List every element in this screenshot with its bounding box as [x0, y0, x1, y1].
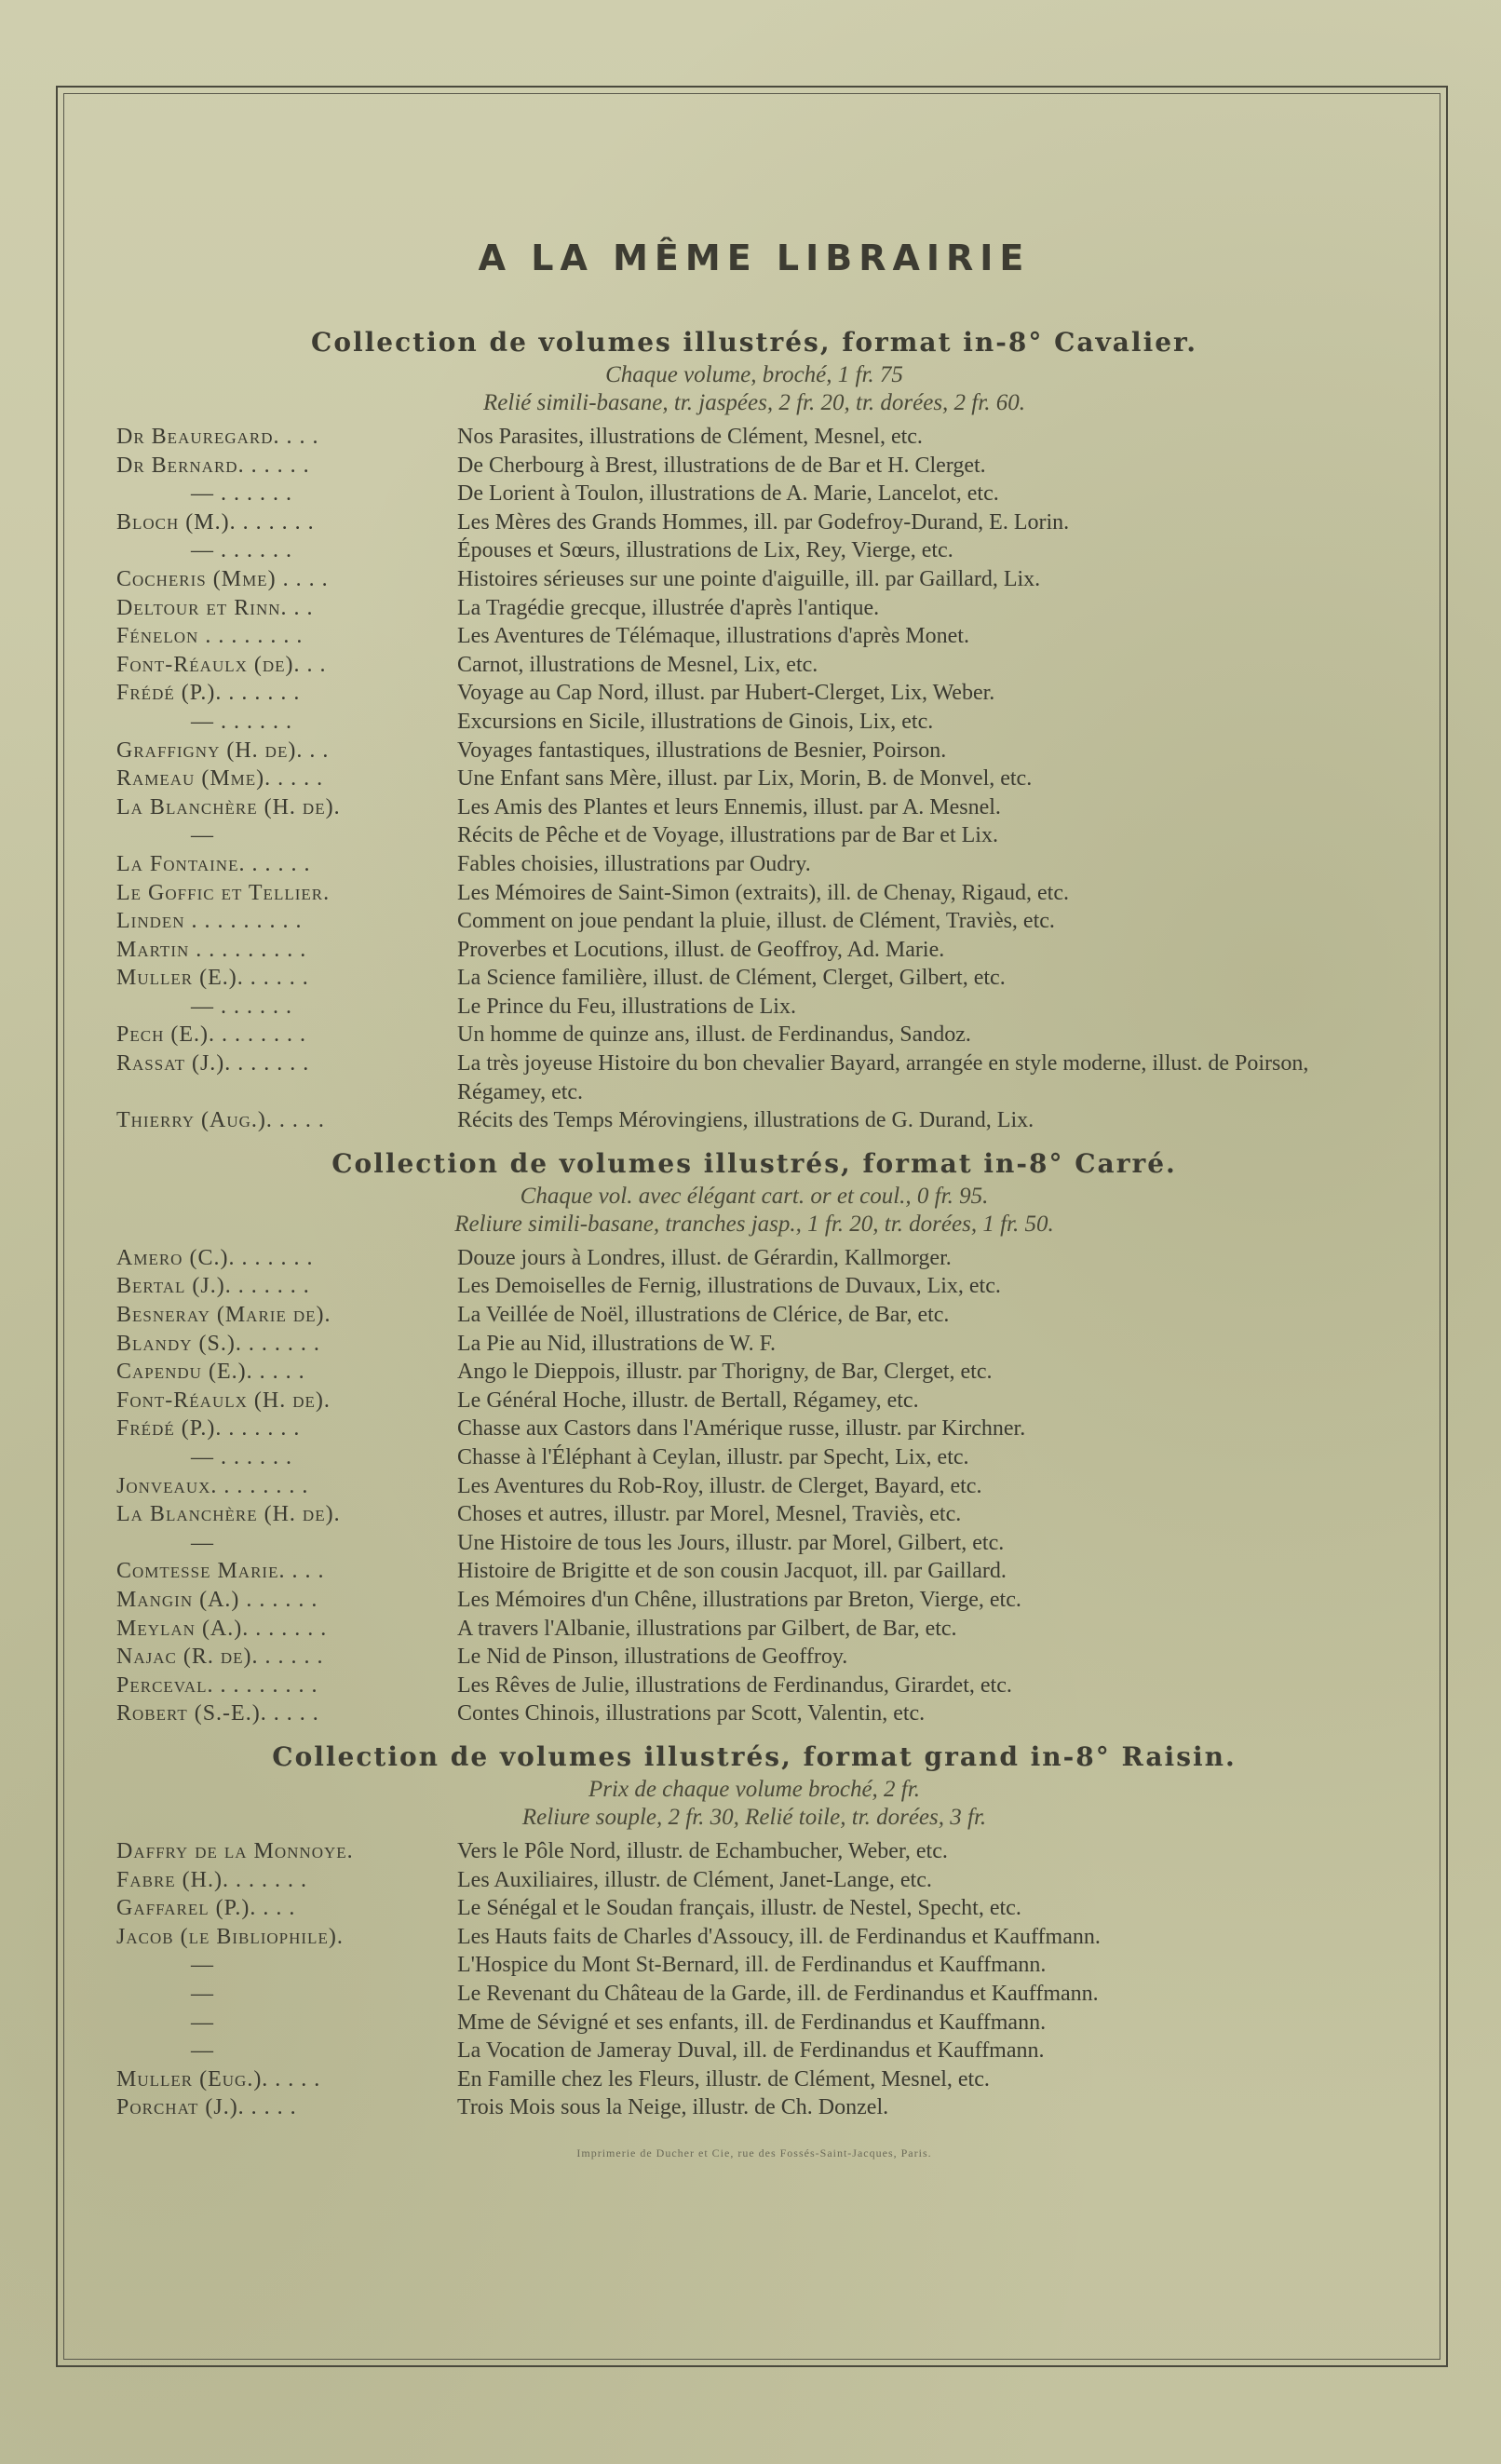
book-author: Porchat (J.). . . . . — [116, 2095, 297, 2120]
book-entry — [116, 1615, 1392, 1644]
book-title: Les Rêves de Julie, illustrations de Ferdinandus, Girardet, etc. — [457, 1672, 1012, 1698]
book-title: Le Revenant du Château de la Garde, ill. de Ferdinandus et Kauffmann. — [457, 1981, 1099, 2006]
book-author: Frédé (P.). . . . . . . — [116, 681, 301, 706]
book-author: Linden . . . . . . . . . — [116, 909, 303, 934]
book-title: Chasse aux Castors dans l'Amérique russe, illustr. par Kirchner. — [457, 1416, 1026, 1442]
book-author: — . . . . . . — [191, 994, 292, 1019]
book-title: Le Général Hoche, illustr. de Bertall, Régamey, etc. — [457, 1388, 919, 1413]
book-title: Chasse à l'Éléphant à Ceylan, illustr. par Specht, Lix, etc. — [457, 1445, 969, 1469]
book-title: Voyages fantastiques, illustrations de Besnier, Poirson. — [457, 738, 947, 763]
book-title: Mme de Sévigné et ses enfants, ill. de Ferdinandus et Kauffmann. — [457, 2010, 1047, 2035]
book-author: Le Goffic et Tellier. — [116, 880, 331, 905]
price-line: Chaque volume, broché, 1 fr. 75 — [605, 362, 903, 387]
book-entry — [116, 1272, 1392, 1301]
book-title: La Pie au Nid, illustrations de W. F. — [457, 1331, 777, 1356]
book-entry — [116, 1472, 1392, 1501]
book-author: — — [191, 1530, 214, 1555]
book-title: Les Mémoires de Saint-Simon (extraits), ill. de Chenay, Rigaud, etc. — [457, 880, 1069, 905]
book-entry — [116, 1699, 1392, 1728]
book-entry — [116, 1837, 1392, 1866]
book-title: Une Histoire de tous les Jours, illustr. par Morel, Gilbert, etc. — [457, 1530, 1005, 1555]
book-title: Comment on joue pendant la pluie, illust. de Clément, Traviès, etc. — [457, 909, 1055, 934]
book-entry — [116, 1643, 1392, 1672]
book-author: Rassat (J.). . . . . . . — [116, 1051, 310, 1076]
book-entry — [116, 2065, 1392, 2094]
book-author: Deltour et Rinn. . . — [116, 595, 314, 620]
price-lines — [116, 361, 1392, 417]
book-title: Les Mères des Grands Hommes, ill. par Godefroy-Durand, E. Lorin. — [457, 509, 1070, 535]
collection-section — [116, 1741, 1392, 2122]
book-title: Douze jours à Londres, illust. de Gérardin, Kallmorger. — [457, 1245, 952, 1270]
book-author: Perceval. . . . . . . . . — [116, 1672, 318, 1698]
book-author: — — [191, 1981, 214, 2006]
book-entry — [116, 679, 1392, 708]
book-title: Le Nid de Pinson, illustrations de Geoffroy. — [457, 1645, 848, 1670]
book-entry — [116, 737, 1392, 765]
book-entry — [116, 1951, 1392, 1980]
book-title: Les Demoiselles de Fernig, illustrations de Duvaux, Lix, etc. — [457, 1274, 1001, 1299]
book-entry — [116, 423, 1392, 452]
book-entry — [116, 480, 1392, 508]
book-title: En Famille chez les Fleurs, illustr. de Clément, Mesnel, etc. — [457, 2066, 990, 2092]
book-title: Le Sénégal et le Soudan français, illustr. de Nestel, Specht, etc. — [457, 1896, 1021, 1921]
book-title: Ango le Dieppois, illustr. par Thorigny, de Bar, Clerget, etc. — [457, 1360, 993, 1385]
book-entry — [116, 2009, 1392, 2038]
book-title: Une Enfant sans Mère, illust. par Lix, Morin, B. de Monvel, etc. — [457, 766, 1033, 792]
book-author: Font-Réaulx (de). . . — [116, 652, 327, 677]
book-entry — [116, 964, 1392, 993]
book-title: La très joyeuse Histoire du bon chevalier Bayard, arrangée en style moderne, illust. de Poirson, Régamey, etc. — [457, 1051, 1309, 1104]
book-title: Récits des Temps Mérovingiens, illustrations de G. Durand, Lix. — [457, 1108, 1034, 1133]
book-title: L'Hospice du Mont St-Bernard, ill. de Ferdinandus et Kauffmann. — [457, 1953, 1047, 1978]
book-author: Besneray (Marie de). — [116, 1303, 331, 1328]
book-entry — [116, 1106, 1392, 1135]
book-entry — [116, 1358, 1392, 1387]
book-title: Les Amis des Plantes et leurs Ennemis, illust. par A. Mesnel. — [457, 794, 1001, 819]
book-author: Blandy (S.). . . . . . . — [116, 1331, 320, 1356]
book-title: Les Mémoires d'un Chêne, illustrations par Breton, Vierge, etc. — [457, 1587, 1021, 1612]
book-author: Pech (E.). . . . . . . . — [116, 1022, 306, 1048]
book-entry — [116, 1557, 1392, 1586]
book-author: Jonveaux. . . . . . . . — [116, 1473, 309, 1498]
book-author: Rameau (Mme). . . . . — [116, 766, 324, 792]
book-entry — [116, 508, 1392, 537]
book-entry — [116, 936, 1392, 965]
book-author: Gaffarel (P.). . . . — [116, 1896, 296, 1921]
book-entry — [116, 993, 1392, 1022]
book-author: Graffigny (H. de). . . — [116, 738, 330, 763]
book-title: De Cherbourg à Brest, illustrations de de Bar et H. Clerget. — [457, 453, 986, 478]
collection-heading: Collection de volumes illustrés, format grand in-8° Raisin. — [272, 1740, 1237, 1772]
catalogue — [116, 237, 1392, 2160]
book-entry — [116, 1500, 1392, 1529]
book-author: Robert (S.-E.). . . . . — [116, 1701, 319, 1726]
book-entry — [116, 765, 1392, 793]
book-author: Bertal (J.). . . . . . . — [116, 1274, 310, 1299]
book-entry — [116, 622, 1392, 651]
book-author: Frédé (P.). . . . . . . — [116, 1416, 301, 1442]
book-author: — . . . . . . — [191, 709, 292, 734]
book-entry — [116, 1244, 1392, 1273]
book-title: La Tragédie grecque, illustrée d'après l'antique. — [457, 595, 880, 620]
book-entry — [116, 907, 1392, 936]
book-entry — [116, 594, 1392, 623]
book-author: Muller (Eug.). . . . . — [116, 2066, 321, 2092]
book-title: Histoire de Brigitte et de son cousin Jacquot, ill. par Gaillard. — [457, 1559, 1007, 1584]
book-author: — . . . . . . — [191, 538, 292, 563]
book-title: Un homme de quinze ans, illust. de Ferdinandus, Sandoz. — [457, 1022, 971, 1048]
book-title: Choses et autres, illustr. par Morel, Mesnel, Traviès, etc. — [457, 1502, 962, 1527]
collections — [116, 327, 1392, 2122]
book-title: Proverbes et Locutions, illust. de Geoffroy, Ad. Marie. — [457, 937, 945, 962]
book-title: Voyage au Cap Nord, illust. par Hubert-Clerget, Lix, Weber. — [457, 681, 995, 706]
book-entry — [116, 452, 1392, 481]
book-entry — [116, 1443, 1392, 1472]
book-entry — [116, 1894, 1392, 1923]
book-author: Jacob (le Bibliophile). — [116, 1924, 344, 1949]
price-lines — [116, 1183, 1392, 1239]
book-author: Fénelon . . . . . . . . — [116, 624, 304, 649]
book-author: Bloch (M.). . . . . . . — [116, 509, 315, 535]
price-line: Reliure simili-basane, tranches jasp., 1 fr. 20, tr. dorées, 1 fr. 50. — [454, 1211, 1054, 1237]
collection-heading: Collection de volumes illustrés, format in-8° Carré. — [331, 1147, 1177, 1179]
book-author: Dr Beauregard. . . . — [116, 425, 319, 449]
book-entry — [116, 2037, 1392, 2065]
book-entry — [116, 1387, 1392, 1415]
collection-section — [116, 327, 1392, 1135]
book-entry — [116, 1529, 1392, 1558]
book-author: Mangin (A.) . . . . . . — [116, 1587, 318, 1612]
book-author: La Blanchère (H. de). — [116, 794, 341, 819]
book-author: Muller (E.). . . . . . — [116, 966, 309, 991]
book-title: Le Prince du Feu, illustrations de Lix. — [457, 994, 796, 1019]
book-title: La Science familière, illust. de Clément, Clerget, Gilbert, etc. — [457, 966, 1006, 991]
book-entry — [116, 850, 1392, 879]
book-author: Font-Réaulx (H. de). — [116, 1388, 331, 1413]
book-title: Récits de Pêche et de Voyage, illustrations par de Bar et Lix. — [457, 823, 998, 848]
book-entry — [116, 1586, 1392, 1615]
price-line: Reliure souple, 2 fr. 30, Relié toile, tr. dorées, 3 fr. — [521, 1804, 987, 1830]
book-entry — [116, 1049, 1392, 1106]
price-line: Prix de chaque volume broché, 2 fr. — [588, 1776, 920, 1802]
book-entry — [116, 536, 1392, 565]
book-author: Daffry de la Monnoye. — [116, 1838, 354, 1863]
book-author: Dr Bernard. . . . . . — [116, 453, 310, 478]
book-author: Capendu (E.). . . . . — [116, 1360, 305, 1385]
book-author: Comtesse Marie. . . . — [116, 1559, 325, 1584]
book-title: Trois Mois sous la Neige, illustr. de Ch. Donzel. — [457, 2095, 889, 2120]
book-author: — — [191, 1953, 214, 1978]
book-author: Fabre (H.). . . . . . . — [116, 1867, 308, 1892]
book-author: Cocheris (Mme) . . . . — [116, 566, 329, 591]
book-entry — [116, 1866, 1392, 1895]
book-title: Histoires sérieuses sur une pointe d'aiguille, ill. par Gaillard, Lix. — [457, 566, 1041, 591]
book-entry — [116, 1330, 1392, 1359]
price-line: Chaque vol. avec élégant cart. or et coul., 0 fr. 95. — [520, 1183, 989, 1209]
book-author: Martin . . . . . . . . . — [116, 937, 307, 962]
collection-heading: Collection de volumes illustrés, format in-8° Cavalier. — [311, 327, 1197, 358]
book-title: Les Aventures du Rob-Roy, illustr. de Clerget, Bayard, etc. — [457, 1473, 982, 1498]
book-entry — [116, 1415, 1392, 1443]
book-entry — [116, 708, 1392, 737]
book-entry — [116, 565, 1392, 594]
book-entry — [116, 1923, 1392, 1952]
book-author: — — [191, 2010, 214, 2035]
book-author: — . . . . . . — [191, 1445, 292, 1469]
book-title: Nos Parasites, illustrations de Clément, Mesnel, etc. — [457, 425, 923, 449]
page-title: A LA MÊME LIBRAIRIE — [478, 237, 1031, 278]
book-entry — [116, 1021, 1392, 1049]
book-author: — — [191, 2038, 214, 2064]
book-entry — [116, 1301, 1392, 1330]
price-line: Relié simili-basane, tr. jaspées, 2 fr. 20, tr. dorées, 2 fr. 60. — [483, 390, 1025, 415]
book-author: Meylan (A.). . . . . . . — [116, 1616, 328, 1641]
book-title: Carnot, illustrations de Mesnel, Lix, etc. — [457, 652, 818, 677]
book-entry — [116, 879, 1392, 908]
book-title: Vers le Pôle Nord, illustr. de Echambucher, Weber, etc. — [457, 1838, 948, 1863]
book-title: De Lorient à Toulon, illustrations de A. Marie, Lancelot, etc. — [457, 481, 999, 507]
book-title: Fables choisies, illustrations par Oudry. — [457, 851, 811, 876]
book-title: Épouses et Sœurs, illustrations de Lix, Rey, Vierge, etc. — [457, 538, 953, 563]
book-entry — [116, 1672, 1392, 1700]
book-title: Contes Chinois, illustrations par Scott, Valentin, etc. — [457, 1701, 926, 1726]
book-author: Amero (C.). . . . . . . — [116, 1245, 314, 1270]
book-author: Thierry (Aug.). . . . . — [116, 1108, 325, 1133]
book-title: La Vocation de Jameray Duval, ill. de Ferdinandus et Kauffmann. — [457, 2038, 1045, 2064]
book-title: Les Aventures de Télémaque, illustrations d'après Monet. — [457, 624, 969, 649]
book-title: Excursions en Sicile, illustrations de Ginois, Lix, etc. — [457, 709, 934, 734]
book-entry — [116, 2093, 1392, 2122]
book-author: — — [191, 823, 214, 848]
book-author: — . . . . . . — [191, 481, 292, 507]
price-lines — [116, 1776, 1392, 1832]
book-title: Les Auxiliaires, illustr. de Clément, Janet-Lange, etc. — [457, 1867, 932, 1892]
book-entry — [116, 821, 1392, 850]
book-title: La Veillée de Noël, illustrations de Clérice, de Bar, etc. — [457, 1303, 950, 1328]
book-entry — [116, 651, 1392, 680]
book-author: La Fontaine. . . . . . — [116, 851, 311, 876]
book-title: Les Hauts faits de Charles d'Assoucy, ill. de Ferdinandus et Kauffmann. — [457, 1924, 1101, 1949]
book-author: La Blanchère (H. de). — [116, 1502, 341, 1527]
collection-section — [116, 1148, 1392, 1728]
book-author: Najac (R. de). . . . . . — [116, 1645, 324, 1670]
book-entry — [116, 793, 1392, 822]
printer-note: Imprimerie de Ducher et Cie, rue des Fossés-Saint-Jacques, Paris. — [576, 2146, 932, 2159]
book-title: A travers l'Albanie, illustrations par Gilbert, de Bar, etc. — [457, 1616, 957, 1641]
book-entry — [116, 1980, 1392, 2009]
